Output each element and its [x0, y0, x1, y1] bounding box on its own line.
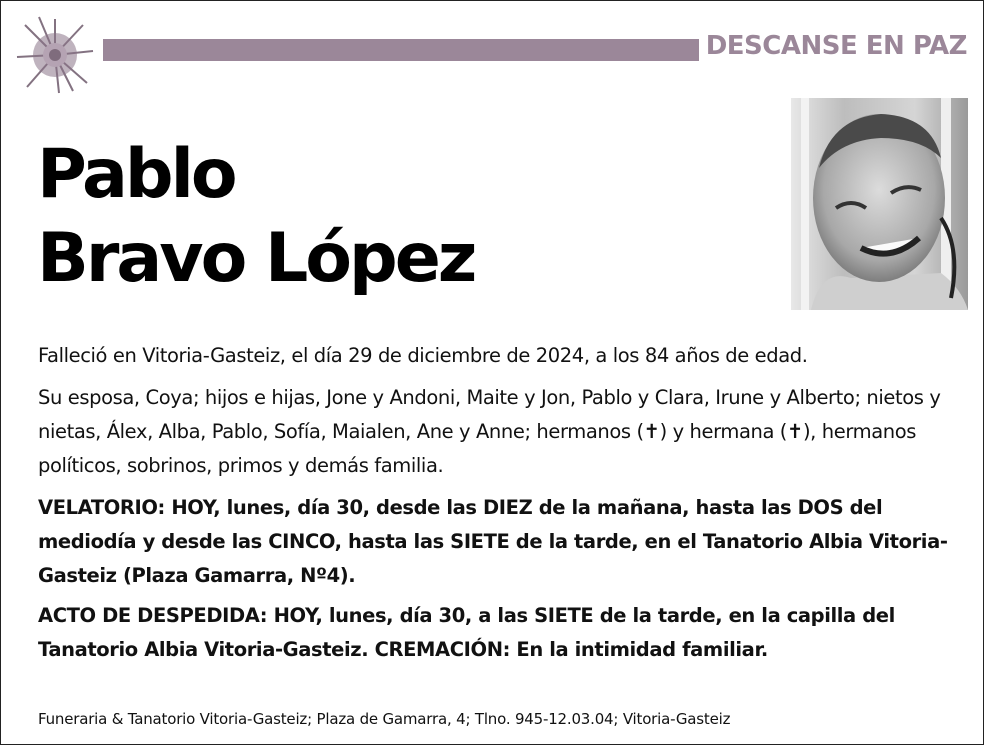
first-name: Pablo	[37, 135, 235, 214]
despedida-paragraph: ACTO DE DESPEDIDA: HOY, lunes, día 30, a las SIETE de la tarde, en la capilla del Tanatorio Albia Vitoria-Gasteiz. CREMACIÓN: En la intimidad familiar.	[38, 604, 895, 661]
deceased-name	[37, 133, 474, 301]
funeral-home-footer: Funeraria & Tanatorio Vitoria-Gasteiz; Plaza de Gamarra, 4; Tlno. 945-12.03.04; Vitoria-Gasteiz	[38, 710, 731, 728]
family-paragraph: Su esposa, Coya; hijos e hijas, Jone y Andoni, Maite y Jon, Pablo y Clara, Irune y Alberto; nietos y nietas, Álex, Alba, Pablo, Sofía, Maialen, Ane y Anne; hermanos (✝) y hermana (✝), hermanos políticos, sobrinos, primos y demás familia.	[38, 386, 941, 477]
header-bar	[103, 39, 699, 61]
portrait-image	[791, 98, 968, 310]
surnames: Bravo López	[37, 219, 475, 298]
death-paragraph: Falleció en Vitoria-Gasteiz, el día 29 de diciembre de 2024, a los 84 años de edad.	[38, 344, 808, 367]
velatorio-paragraph: VELATORIO: HOY, lunes, día 30, desde las DIEZ de la mañana, hasta las DOS del mediodía y desde las CINCO, hasta las SIETE de la tarde, en el Tanatorio Albia Vitoria-Gasteiz (Plaza Gamarra, Nº4).	[38, 496, 948, 587]
header-title: DESCANSE EN PAZ	[705, 31, 967, 61]
flower-icon	[13, 15, 97, 95]
portrait-photo	[791, 98, 968, 310]
